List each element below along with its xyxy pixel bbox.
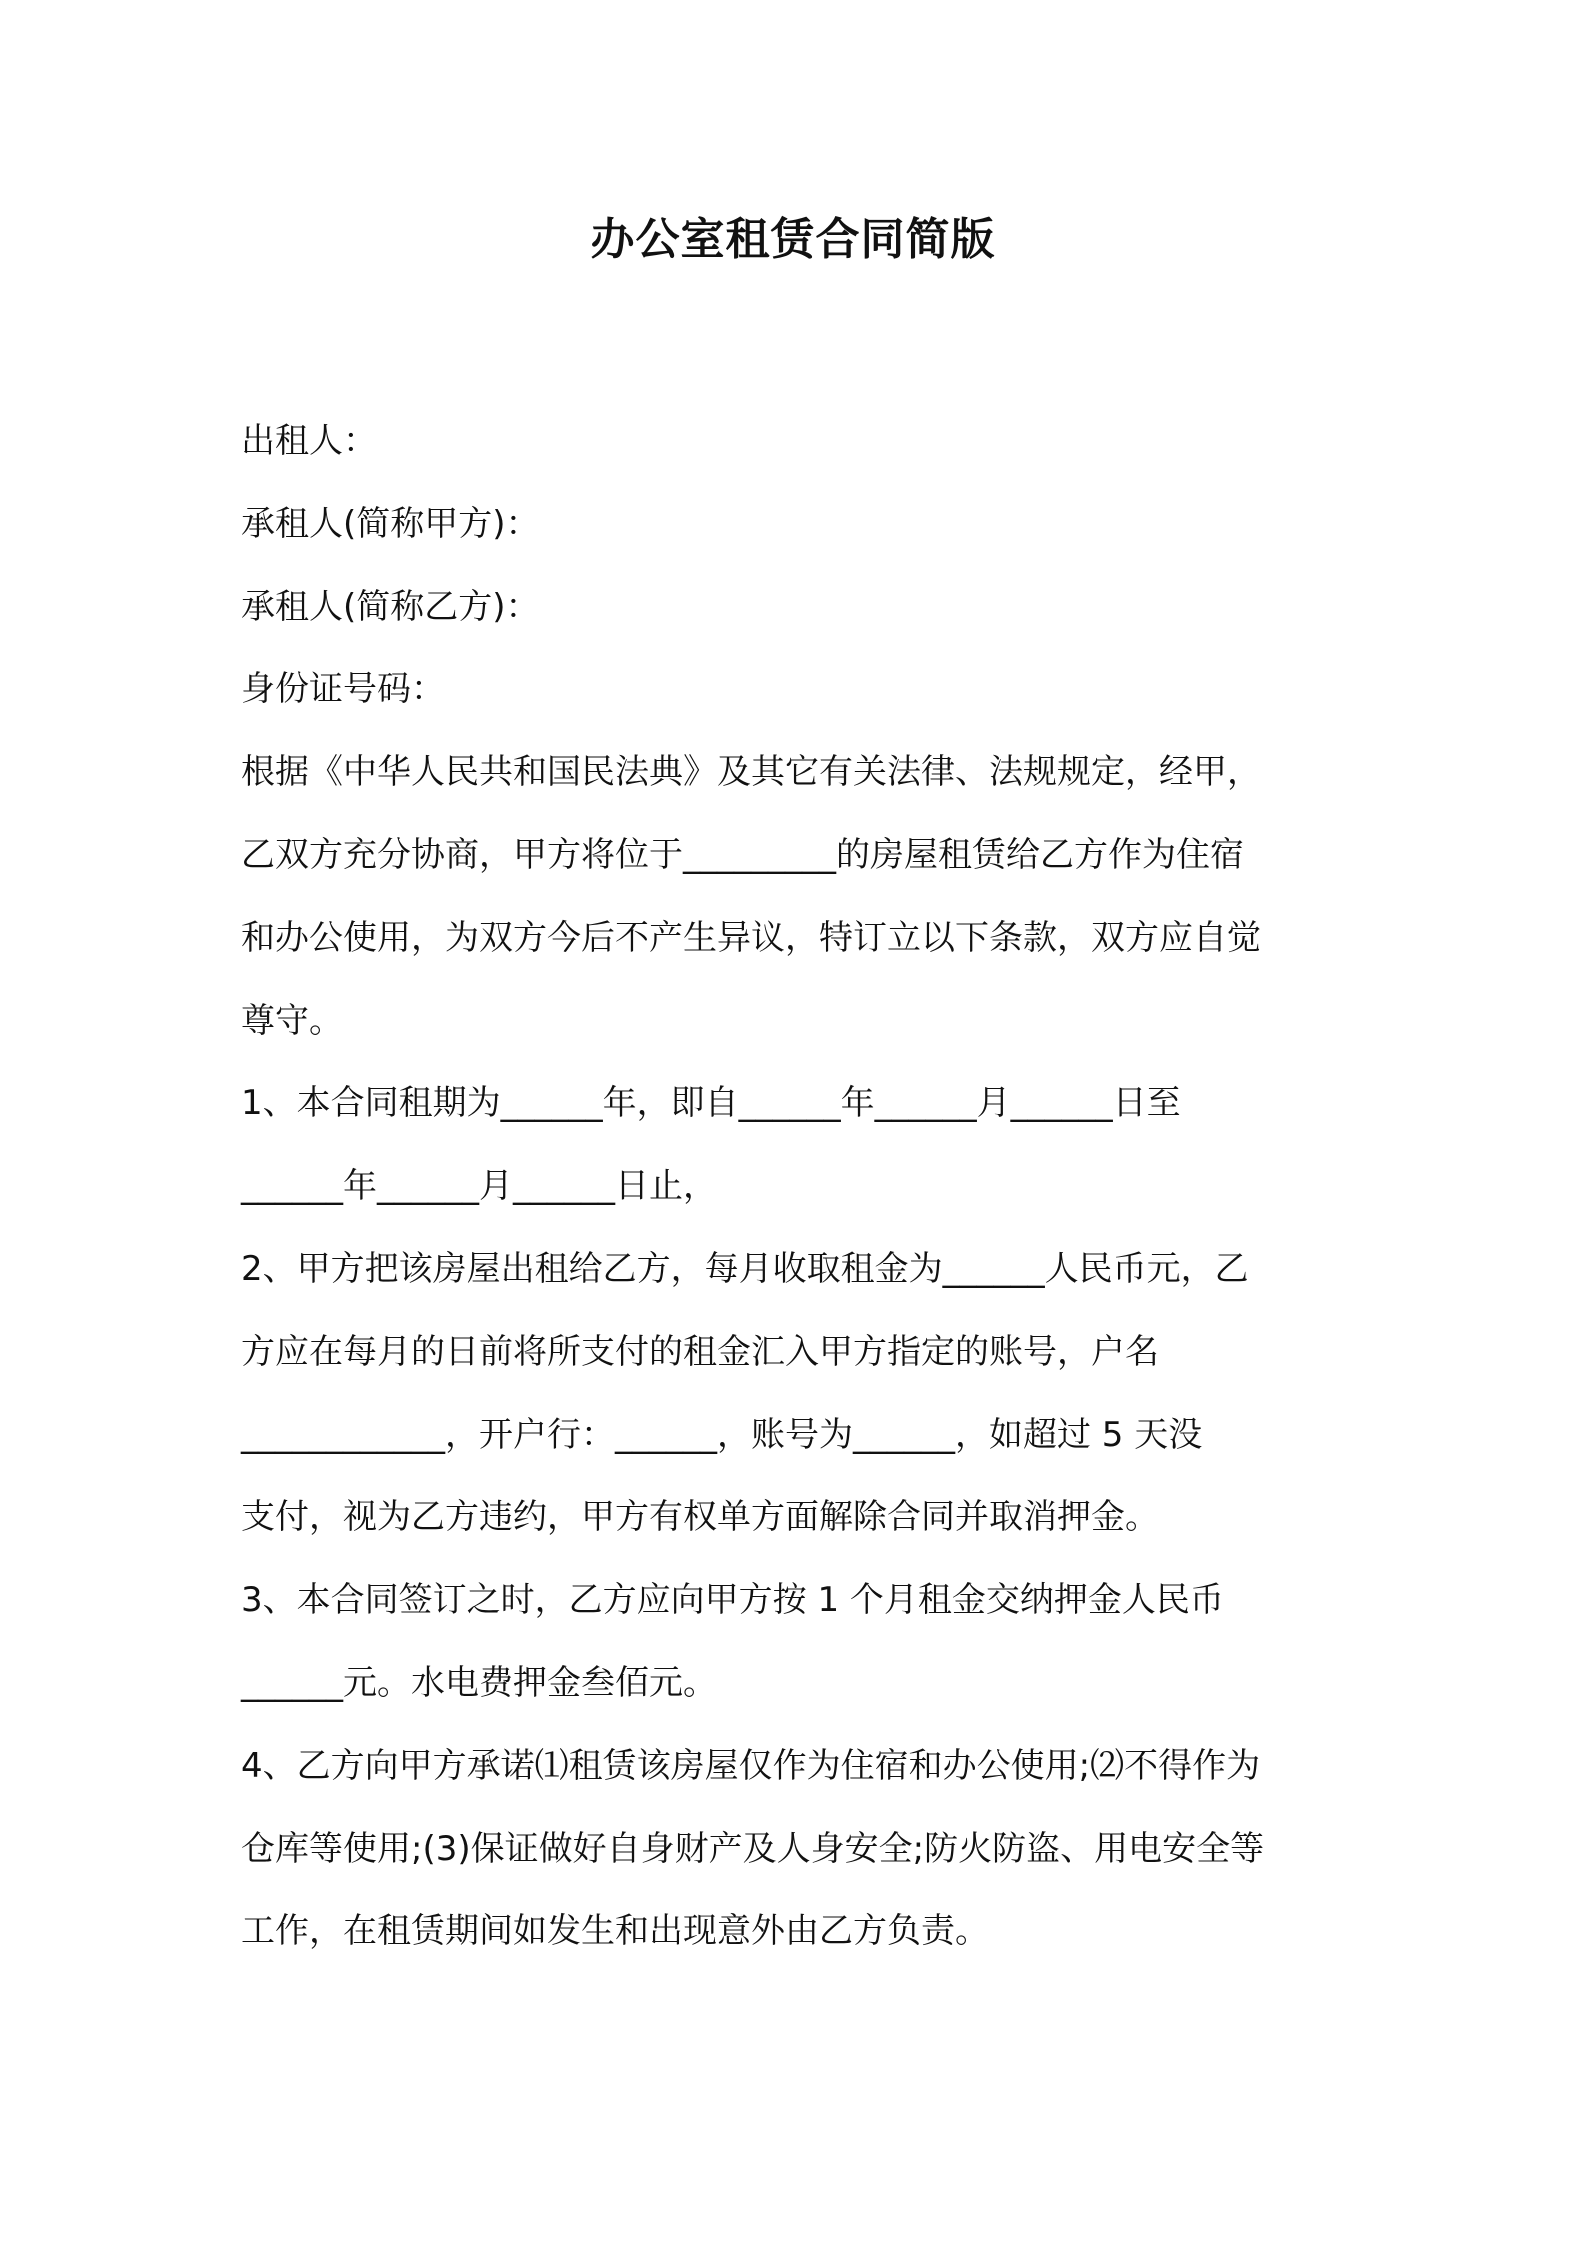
id-number-line: 身份证号码： — [241, 669, 445, 710]
text-line: 工作，在租赁期间如发生和出现意外由乙方负责。 — [241, 1911, 989, 1952]
clause-3 — [241, 1559, 1361, 1725]
clause-1 — [241, 1062, 1361, 1228]
text-line: ______元。水电费押金叁佰元。 — [241, 1662, 717, 1703]
preamble-paragraph — [241, 731, 1361, 1062]
party-b-line: 承租人(简称乙方)： — [241, 586, 540, 627]
text-line: 尊守。 — [241, 1000, 343, 1041]
clause-4 — [241, 1725, 1361, 1973]
text-line: 3、本合同签订之时，乙方应向甲方按 1 个月租金交纳押金人民币 — [241, 1580, 1224, 1621]
lessor-line: 出租人： — [241, 421, 377, 461]
document-body — [241, 400, 1361, 1973]
text-line: 和办公使用，为双方今后不产生异议，特订立以下条款，双方应自觉 — [241, 917, 1261, 958]
party-a-line: 承租人(简称甲方)： — [241, 503, 540, 544]
text-line: 1、本合同租期为______年，即自______年______月______日至 — [241, 1083, 1181, 1124]
document-title: 办公室租赁合同简版 — [590, 214, 996, 265]
text-line: 根据《中华人民共和国民法典》及其它有关法律、法规规定，经甲， — [241, 752, 1261, 793]
text-line: 乙双方充分协商，甲方将位于_________的房屋租赁给乙方作为住宿 — [241, 834, 1244, 875]
text-line: 2、甲方把该房屋出租给乙方，每月收取租金为______人民币元，乙 — [241, 1248, 1249, 1289]
clause-2 — [241, 1228, 1361, 1559]
text-line: 仓库等使用;(3)保证做好自身财产及人身安全;防火防盗、用电安全等 — [241, 1828, 1265, 1869]
text-line: ____________，开户行：______，账号为______，如超过 5 天没 — [241, 1414, 1203, 1455]
text-line: 方应在每月的日前将所支付的租金汇入甲方指定的账号，户名 — [241, 1331, 1159, 1372]
text-line: ______年______月______日止， — [241, 1166, 717, 1207]
text-line: 4、乙方向甲方承诺⑴租赁该房屋仅作为住宿和办公使用;⑵不得作为 — [241, 1745, 1261, 1786]
text-line: 支付，视为乙方违约，甲方有权单方面解除合同并取消押金。 — [241, 1497, 1159, 1538]
